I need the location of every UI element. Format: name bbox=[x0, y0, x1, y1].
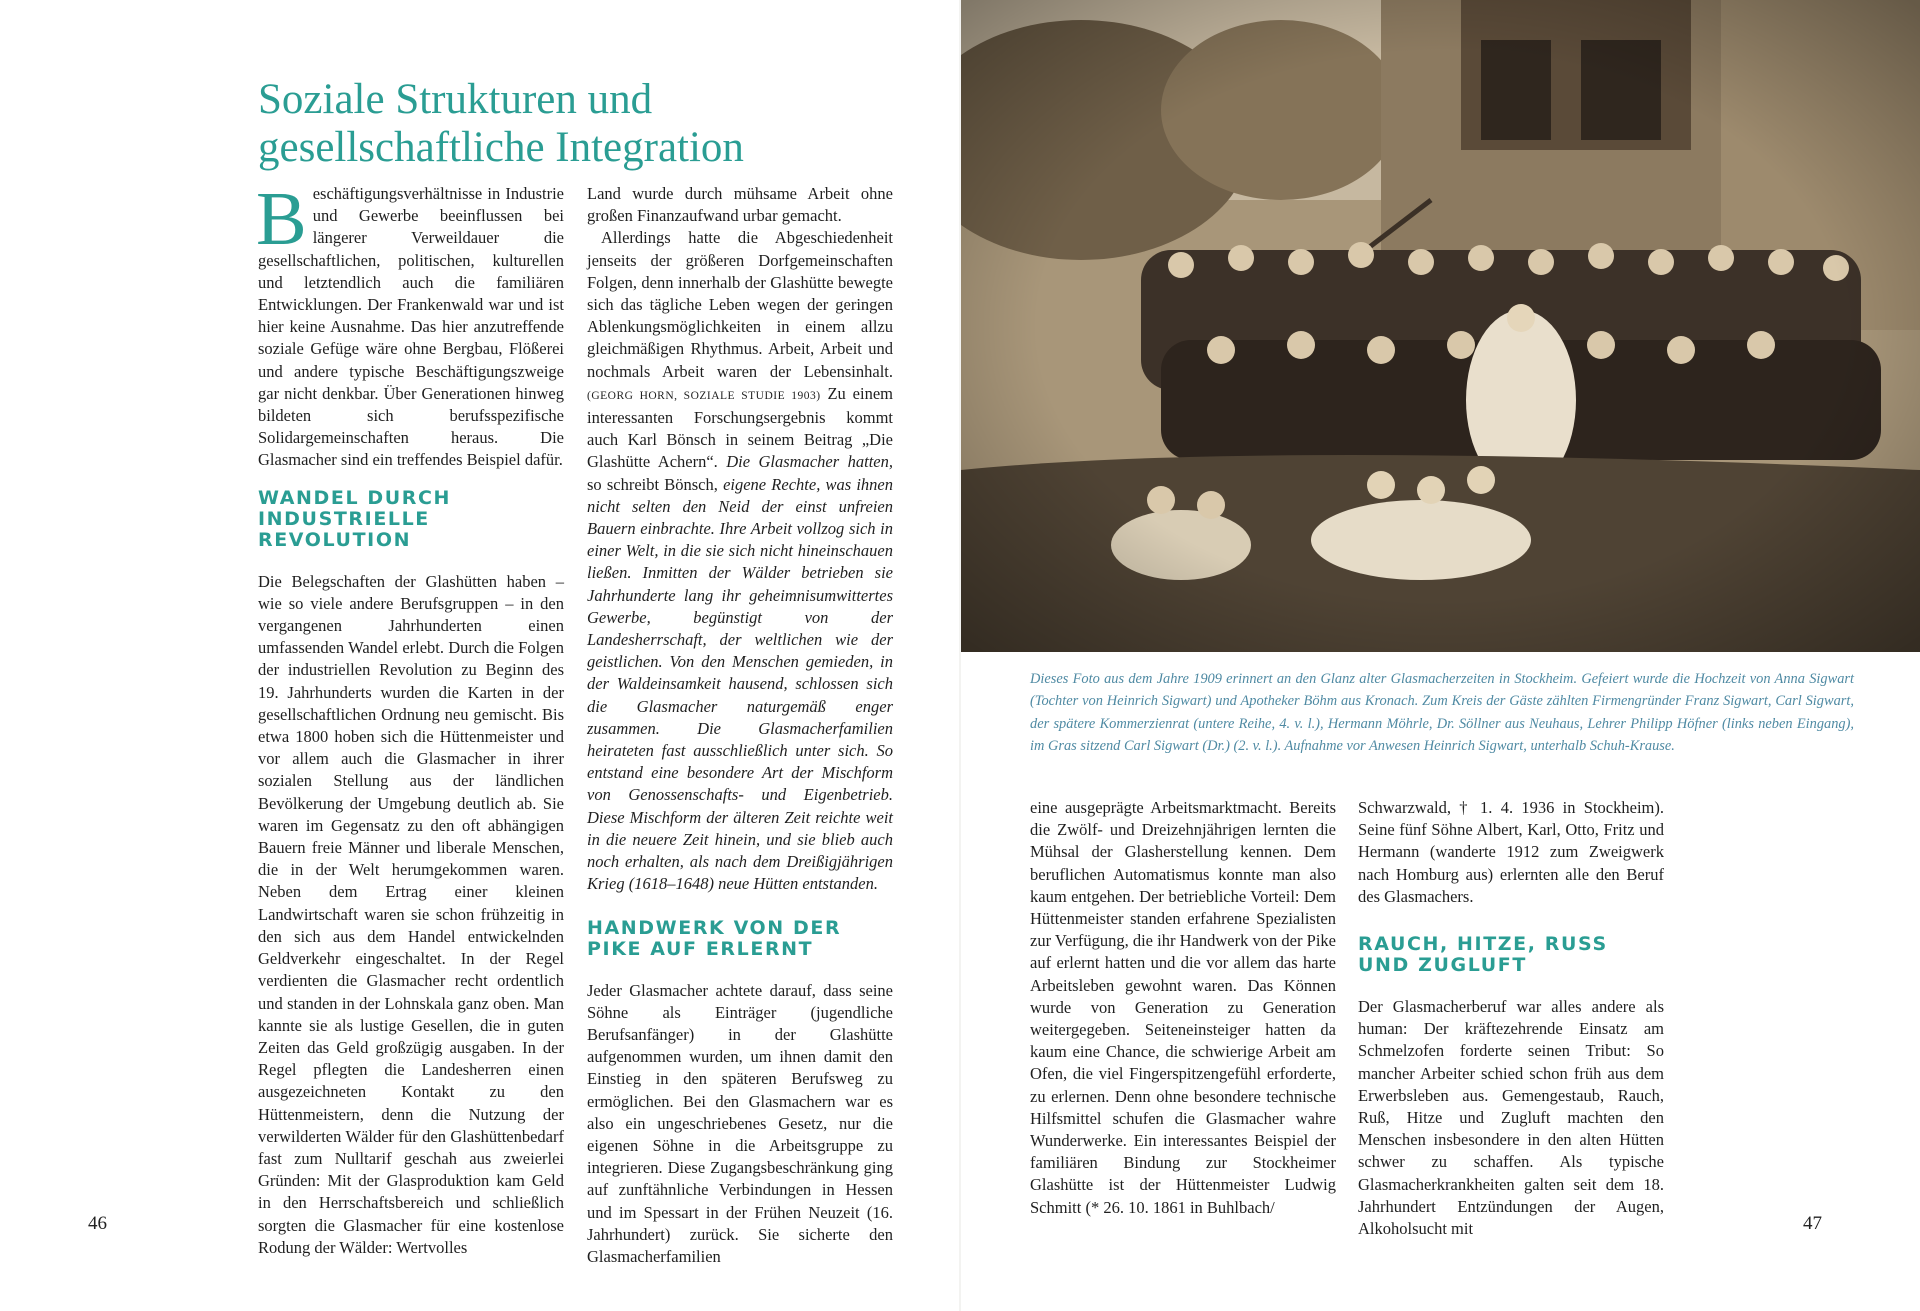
body-paragraph: Jeder Glasmacher achtete darauf, dass seine Söhne als Einträger (jugendliche Berufsanfänger) in der Glashütte aufgenommen wurden, um ihnen damit den Einstieg in den späteren Berufsweg zu ermöglichen. Bei den Glasmachern war es also ein ungeschriebenes Gesetz, nur die eigenen Söhne in die Arbeitsgruppe zu integrieren. Diese Zugangsbeschränkung ging auf zunftähnliche Verbindungen in Hessen und im Spessart in der Frühen Neuzeit (16. Jahrhundert) zurück. Sie sicherte den Glasmacherfamilien bbox=[587, 980, 893, 1266]
text-run: Allerdings hatte die Abgeschiedenheit jenseits der größeren Dorfgemeinschaften Folgen, denn innerhalb der Glashütte bewegte sich das tägliche Leben wegen der geringen Ablenkungsmöglichkeiten in einem allzu gleichmäßigen Rhythmus. Arbeit, Arbeit und nochmals Arbeit waren der Lebensinhalt. bbox=[587, 228, 893, 381]
body-paragraph: Der Glasmacherberuf war alles andere als human: Der kräftezehrende Einsatz am Schmelzofen forderte seinen Tribut: So mancher Arbeiter schied schon früh aus dem Erwerbsleben aus. Gemengestaub, Rauch, Ruß, Hitze und Zugluft machten den Menschen insbesondere in den alten Hütten schwer zu schaffen. Als typische Glasmacherkrankheiten galten seit dem 18. Jahrhundert Entzündungen der Augen, Alkoholsucht mit bbox=[1358, 997, 1664, 1239]
heading-handwerk: HANDWERK VON DER PIKE AUF ERLERNT bbox=[587, 916, 842, 960]
column-4 bbox=[1358, 797, 1664, 1240]
wedding-photo-1909 bbox=[961, 0, 1920, 652]
source-citation: (GEORG HORN, SOZIALE STUDIE 1903) bbox=[587, 389, 821, 402]
body-paragraph: Schwarzwald, † 1. 4. 1936 in Stockheim). Seine fünf Söhne Albert, Karl, Otto, Fritz und Hermann (wanderte 1912 zum Zweigwerk nach Homburg aus) erlernten alle den Beruf des Glasmachers. bbox=[1358, 798, 1664, 906]
heading-rauch: RAUCH, HITZE, RUSS UND ZUGLUFT bbox=[1358, 933, 1608, 977]
body-paragraph: Die Belegschaften der Glashütten haben – wie so viele andere Berufsgruppen – in den vergangenen Jahrhunderten einen umfassenden Wandel erlebt. Durch die Folgen der industriellen Revolution zu Beginn des 19. Jahrhunderts wurden die Karten in der gesellschaftlichen Ordnung neu gemischt. Bis etwa 1800 hoben sich die Hüttenmeister und vor allem auch die Glasmacher in ihrer sozialen Stellung aus der ländlichen Bevölkerung der Umgebung deutlich ab. Sie waren im Gegensatz zu den oft abhängigen Bauern freie Männer und liberale Menschen, die in der Welt herumgekommen waren. Neben dem Ertrag einer kleinen Landwirtschaft waren sie schon frühzeitig in den sich aus dem Handel entwickelnden Geldverkehr eingeschaltet. In der Regel verdienten die Glasmacher recht ordentlich und standen in der Lohnskala ganz oben. Man kannte sie als lustige Gesellen, die in guten Zeiten das Geld großzügig ausgaben. In der Regel pflegten die Landesherren einen ausgezeichneten Kontakt zu den Hüttenmeistern, denn die Nutzung der verwilderten Wälder für den Glashüttenbedarf fast zum Nulltarif geschah aus zweierlei Gründen: Mit der Glasproduktion kam Geld in den Herrschaftsbereich und schließlich sorgten die Glasmacher für eine kostenlose Rodung der Wälder: Wertvolles bbox=[258, 571, 564, 1257]
body-paragraph-quote bbox=[587, 227, 893, 895]
intro-paragraph bbox=[256, 177, 564, 472]
text-run: so schreibt Bönsch, bbox=[587, 474, 718, 494]
intro-text: eschäftigungsverhältnisse in Industrie und Gewerbe beeinflussen bei längerer Verweildauer die gesellschaftlichen, politischen, kulturellen und letztendlich auch die familiären Entwicklungen. Der Frankenwald war und ist hier keine Ausnahme. Das hier anzutreffende soziale Gefüge wäre ohne Bergbau, Flößerei und andere typische Beschäftigungszweige gar nicht denkbar. Über Generationen hinweg bildeten sich berufsspezifische Solidargemeinschaften heraus. Die Glasmacher sind ein treffendes Beispiel dafür. bbox=[258, 184, 564, 470]
column-1 bbox=[256, 177, 564, 1259]
photo-illustration bbox=[961, 0, 1920, 652]
quote-run: Die Glasmacher hatten, bbox=[726, 452, 893, 472]
page-number-right: 47 bbox=[1803, 1213, 1822, 1234]
body-paragraph: eine ausgeprägte Arbeitsmarktmacht. Bereits die Zwölf- und Dreizehnjährigen lernten die Mühsal der Glasherstellung kennen. Dem beruflichen Automatismus konnte man also kaum entgehen. Der betriebliche Vorteil: Dem Hüttenmeister standen erfahrene Spezialisten zur Verfügung, die ihr Handwerk von der Pike auf erlernt hatten und die vor allem das harte Arbeitsleben gewohnt waren. Das Können wurde von Generation zu Generation weitergegeben. Seiteneinsteiger hatten da kaum eine Chance, die schwierige Arbeit am Ofen, die viel Fingerspitzengefühl erforderte, zu erlernen. Denn ohne besondere technische Hilfsmittel schufen die Glasmacher wahre Wunderwerke. Ein interessantes Beispiel der familiären Bindung zur Stockheimer Glashütte ist der Hüttenmeister Ludwig Schmitt (* 26. 10. 1861 in Buhlbach/ bbox=[1030, 798, 1336, 1217]
page-title bbox=[258, 76, 898, 172]
photo-vignette bbox=[961, 0, 1920, 652]
heading-wandel: WANDEL DURCH INDUSTRIELLE REVOLUTION bbox=[258, 486, 452, 551]
column-2 bbox=[587, 183, 893, 1268]
quote-run: eigene Rechte, was ihnen nicht selten den Neid der einst unfreien Bauern einbrachte. Ihre Arbeit vollzog sich in einer Welt, in die sie sich nicht hineinschauen ließen. Inmitten der Wälder betrieben sie Jahrhunderte lang ihr geheimnisumwittertes Gewerbe, begünstigt von der Landesherrschaft, der weltlichen wie der geistlichen. Von den Menschen gemieden, in der Waldeinsamkeit hausend, schlossen sich die Glasmacher naturgemäß enger zusammen. Die Glasmacherfamilien heirateten fast ausschließlich unter sich. So entstand eine besondere Art der Mischform von Genossenschafts- und Eigenbetrieb. Diese Mischform der älteren Zeit reichte weit in die neuere Zeit hinein, und sie blieb auch noch erhalten, als nach dem Dreißigjährigen Krieg (1618–1648) neue Hütten entstanden. bbox=[587, 474, 894, 894]
column-3 bbox=[1030, 797, 1336, 1219]
text-run: Zu einem interessanten Forschungsergebnis kommt auch Karl Bönsch in seinem Beitrag „Die Glashütte Achern“. bbox=[587, 383, 893, 472]
title-line-2: gesellschaftliche Integration bbox=[258, 124, 744, 171]
title-line-1: Soziale Strukturen und bbox=[258, 76, 653, 123]
photo-caption: Dieses Foto aus dem Jahre 1909 erinnert an den Glanz alter Glasmacherzeiten in Stockheim. Gefeiert wurde die Hochzeit von Anna Sigwart (Tochter von Heinrich Sigwart) und Apotheker Böhm aus Kronach. Zum Kreis der Gäste zählten Firmengründer Franz Sigwart, Carl Sigwart, der spätere Kommerzienrat (untere Reihe, 4. v. l.), Hermann Möhrle, Dr. Söllner aus Neuhaus, Lehrer Philipp Höfner (links neben Eingang), im Gras sitzend Carl Sigwart (Dr.) (2. v. l.). Aufnahme vor Anwesen Heinrich Sigwart, unterhalb Schuh-Krause. bbox=[1030, 671, 1854, 755]
drop-cap: B bbox=[256, 177, 307, 261]
page-number-left: 46 bbox=[88, 1213, 107, 1234]
body-paragraph: Land wurde durch mühsame Arbeit ohne großen Finanzaufwand urbar gemacht. bbox=[587, 184, 893, 226]
